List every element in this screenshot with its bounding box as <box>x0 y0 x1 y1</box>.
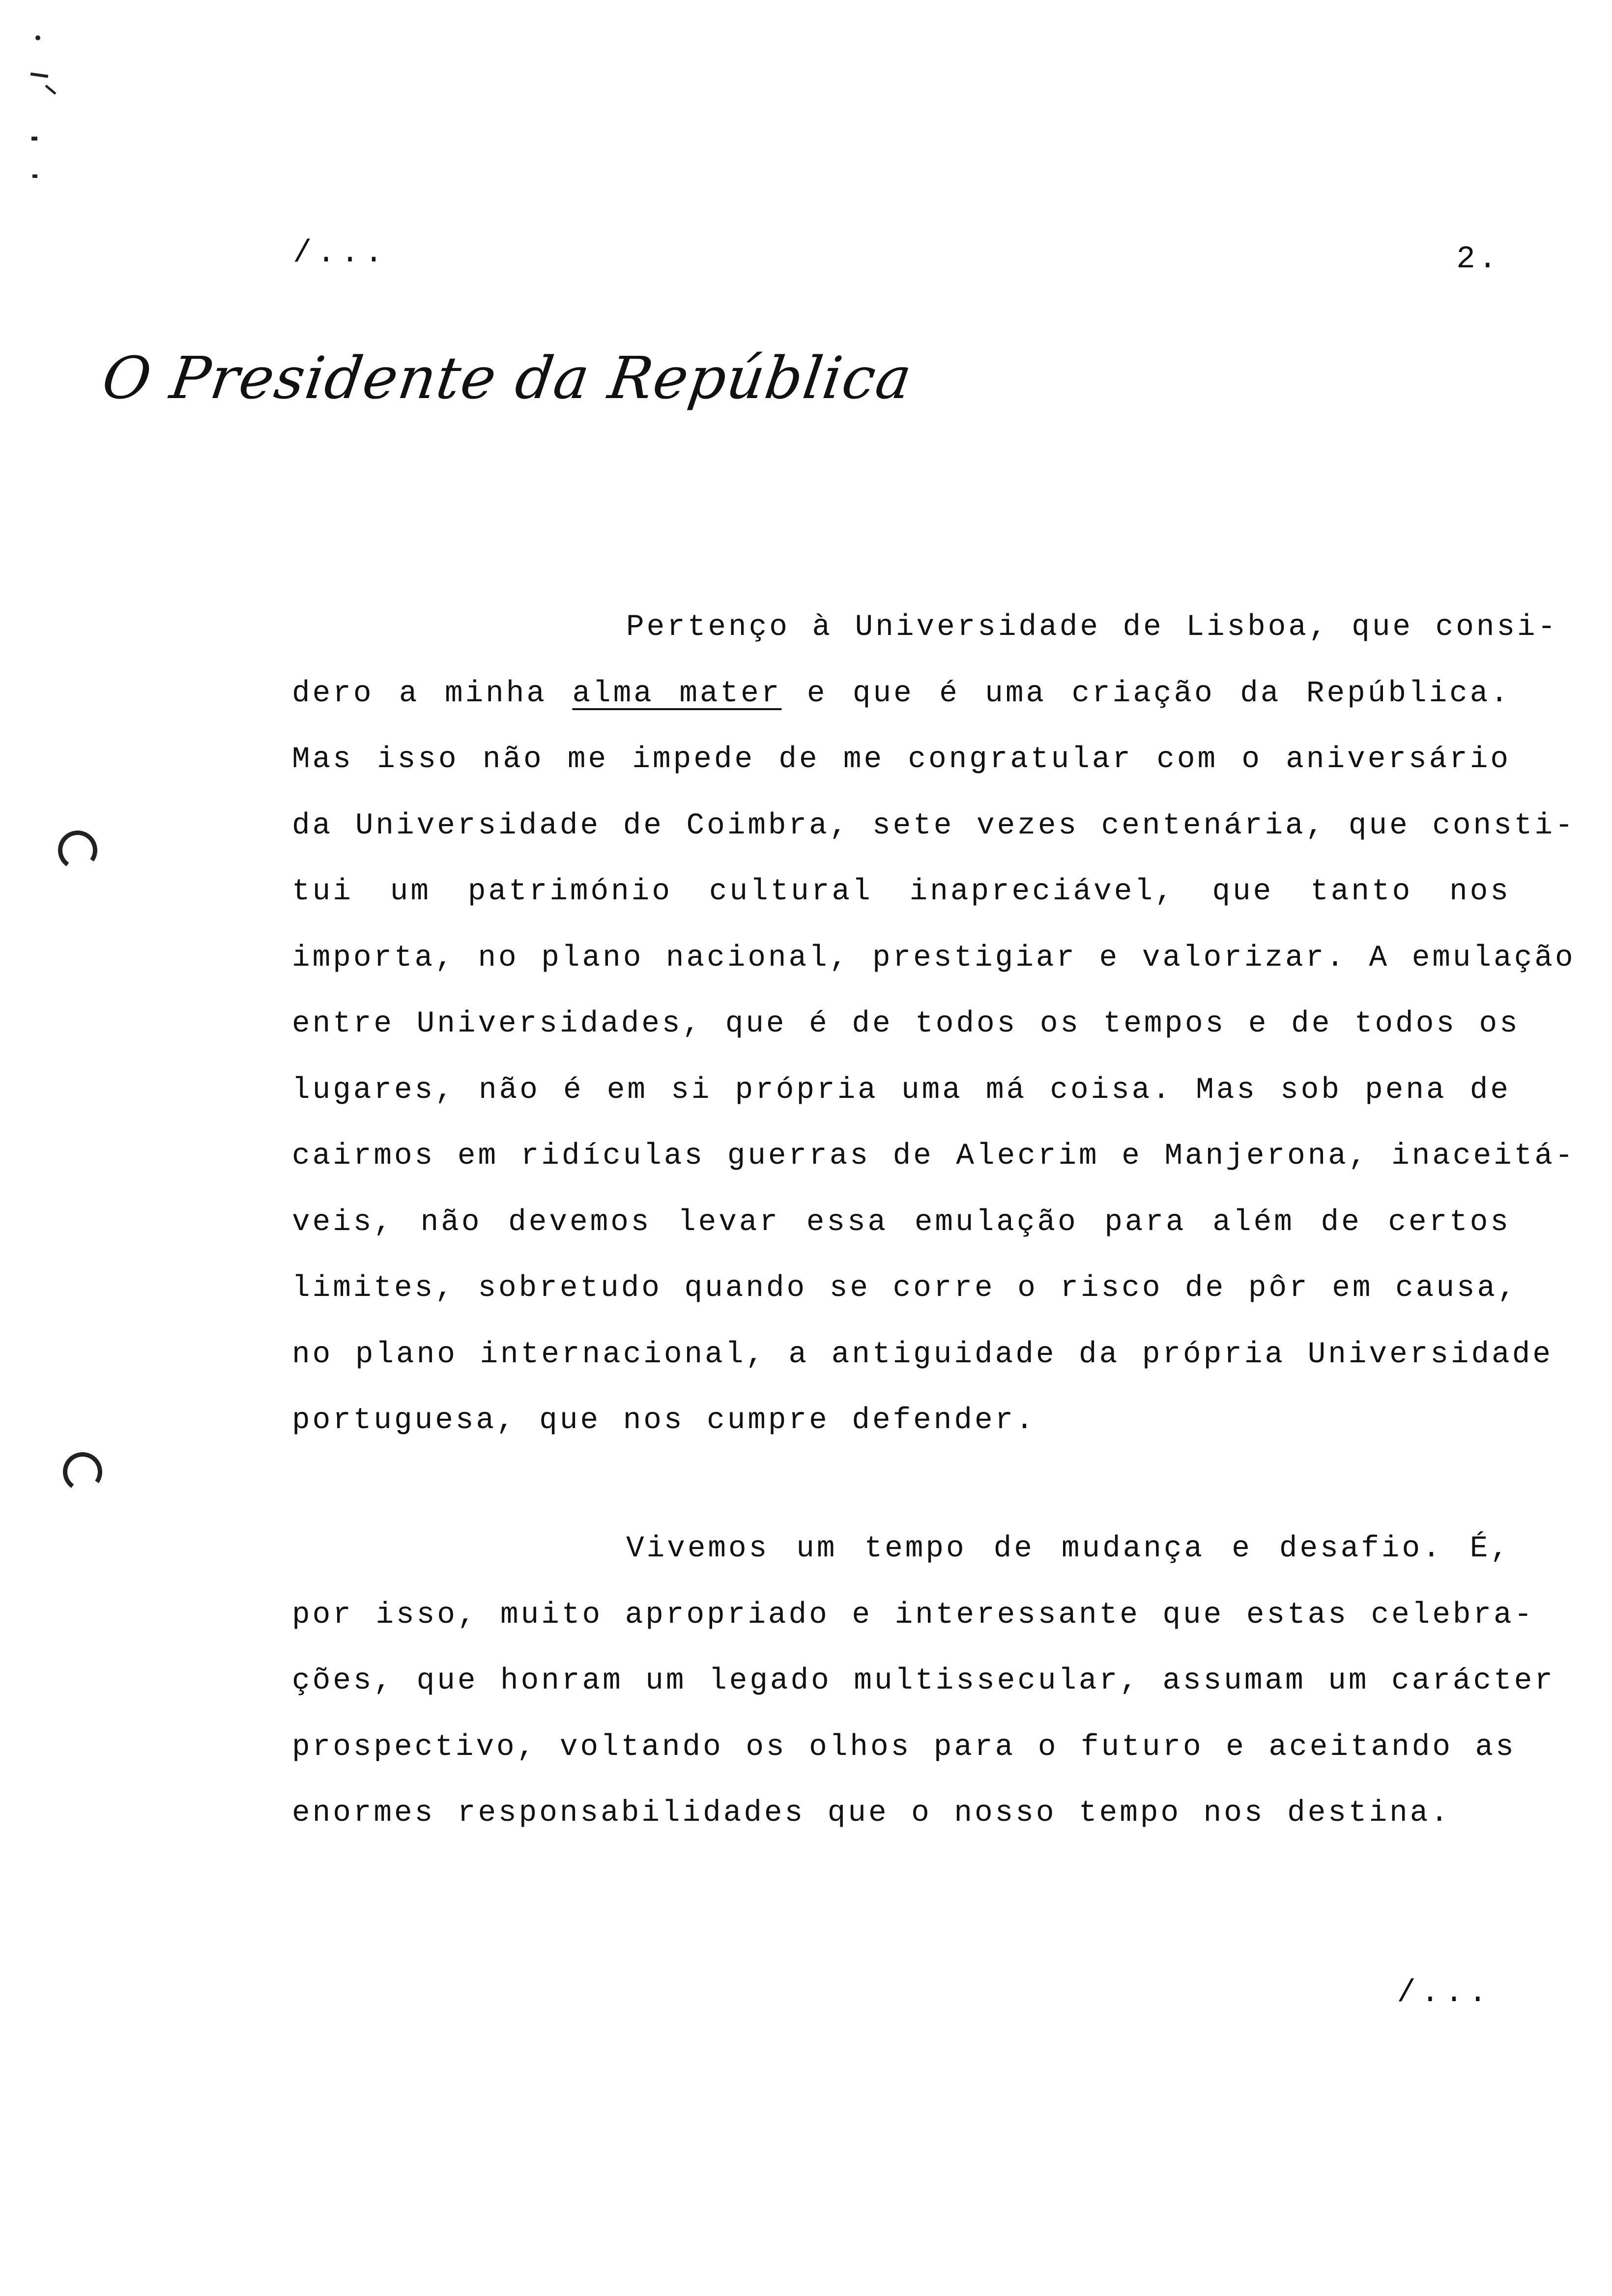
page-number: 2. <box>1456 242 1500 277</box>
paragraph-line: portuguesa, que nos cumpre defender. <box>292 1404 1036 1437</box>
paragraph-line: Pertenço à Universidade de Lisboa, que consi- <box>626 610 1558 644</box>
paragraph-2 <box>292 1516 1555 1847</box>
punch-hole <box>60 1449 106 1495</box>
continued-marker-bottom: /... <box>1397 1976 1492 2011</box>
paragraph-line: prospectivo, voltando os olhos para o futuro e aceitando as <box>292 1730 1516 1764</box>
paragraph-line: ções, que honram um legado multissecular, assumam um carácter <box>292 1664 1555 1698</box>
letterhead-title: O Presidente da República <box>98 344 917 412</box>
paragraph-line: da Universidade de Coimbra, sete vezes centenária, que consti- <box>292 808 1576 843</box>
margin-mark <box>45 85 56 95</box>
paragraph-line: veis, não devemos levar essa emulação para além de certos <box>292 1205 1511 1239</box>
margin-mark <box>31 137 37 141</box>
paragraph-line: lugares, não é em si própria uma má coisa. Mas sob pena de <box>292 1073 1511 1107</box>
margin-mark <box>35 35 40 40</box>
punch-hole <box>55 828 101 873</box>
margin-mark <box>30 73 48 78</box>
paragraph-line: Vivemos um tempo de mudança e desafio. É, <box>626 1532 1511 1566</box>
paragraph-line: importa, no plano nacional, prestigiar e valorizar. A emulação <box>292 941 1576 975</box>
paragraph-1 <box>292 595 1576 1454</box>
paragraph-line: entre Universidades, que é de todos os tempos e de todos os <box>292 1007 1520 1041</box>
margin-mark <box>32 174 37 178</box>
paragraph-line: enormes responsabilidades que o nosso tempo nos destina. <box>292 1796 1451 1830</box>
paragraph-line: no plano internacional, a antiguidade da própria Universidade <box>292 1337 1553 1372</box>
continued-marker-top: /... <box>293 236 388 271</box>
paragraph-line: Mas isso não me impede de me congratular com o aniversário <box>292 743 1511 776</box>
underlined-phrase: alma mater <box>572 676 782 711</box>
paragraph-line: tui um património cultural inapreciável, que tanto nos <box>292 875 1511 909</box>
paragraph-line: cairmos em ridículas guerras de Alecrim e Manjerona, inaceitá- <box>292 1139 1576 1173</box>
paragraph-line: dero a minha alma mater e que é uma criação da República. <box>292 676 1511 711</box>
paragraph-line: limites, sobretudo quando se corre o risco de pôr em causa, <box>292 1271 1518 1305</box>
paragraph-line: por isso, muito apropriado e interessante que estas celebra- <box>292 1598 1535 1632</box>
